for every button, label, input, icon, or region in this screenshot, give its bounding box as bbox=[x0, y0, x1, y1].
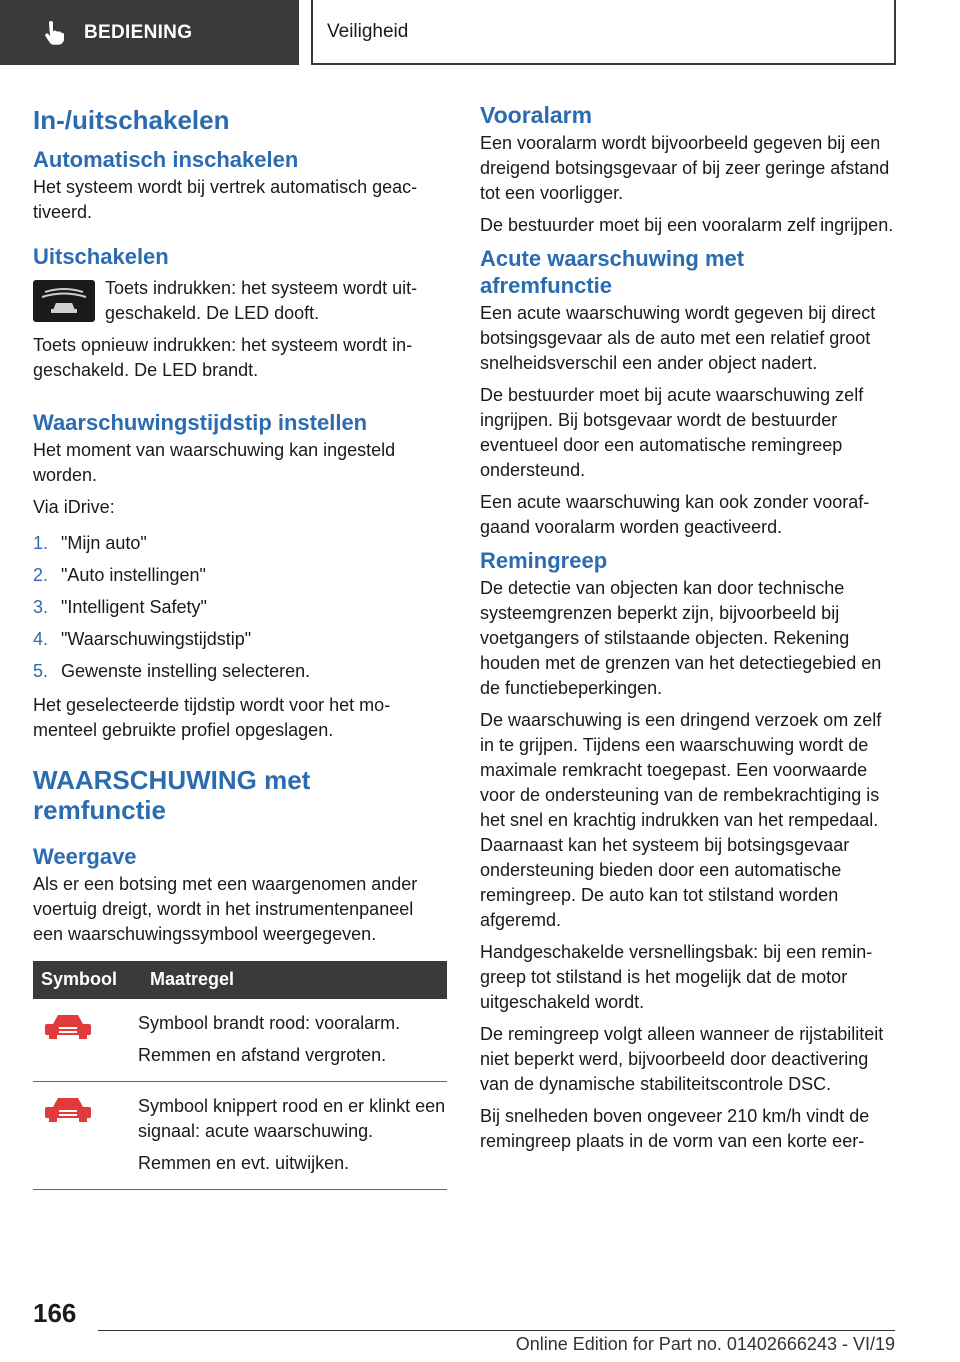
table-header-action: Maatregel bbox=[138, 961, 447, 999]
brake-text-1: De detectie van objecten kan door technische systeemgrenzen beperkt zijn, bijvoorbeeld bij voetgangers of stilstaande objecten. Rekening houden met de grenzen van het detectiegebied en de functiebeperkingen. bbox=[480, 578, 882, 698]
acute-text-1: Een acute waarschuwing wordt gegeven bij direct botsingsgevaar als de auto met een relatief groot snelheidsverschil een ander object nadert. bbox=[480, 303, 876, 373]
list-item: 4. "Waarschuwingstijdstip" bbox=[33, 629, 252, 649]
list-item: 2. "Auto instellingen" bbox=[33, 565, 206, 585]
table-row bbox=[33, 1082, 447, 1190]
display-heading: Weergave bbox=[33, 844, 137, 869]
off-heading: Uitschakelen bbox=[33, 244, 169, 269]
button-description bbox=[33, 276, 447, 333]
pre-alarm-text-1: Een vooralarm wordt bijvoorbeeld gegeven bij een dreigend botsingsgevaar of bij zeer geringe afstand tot een voorligger. bbox=[480, 133, 890, 203]
brake-text-4: De remingreep volgt alleen wanneer de rijstabiliteit niet beperkt werd, bijvoorbeeld door deactivering van de dynamische stabiliteitscontrole DSC. bbox=[480, 1024, 884, 1094]
symbol-table bbox=[33, 961, 447, 1190]
collision-warning-button-icon bbox=[33, 280, 95, 322]
auto-text: Het systeem wordt bij vertrek automatisch geactiveerd. bbox=[33, 177, 418, 222]
table-row bbox=[33, 999, 447, 1082]
via-idrive: Via iDrive: bbox=[33, 497, 115, 517]
section-label: BEDIENING bbox=[84, 21, 193, 43]
right-column bbox=[480, 100, 896, 1161]
warning-heading: WAARSCHUWING met remfunctie bbox=[33, 765, 311, 825]
acute-text-3: Een acute waarschuwing kan ook zonder voorafgaand vooralarm worden geactiveerd. bbox=[480, 492, 870, 537]
hand-pointer-icon bbox=[40, 20, 66, 46]
row-1-line-2: Remmen en afstand vergroten. bbox=[138, 1045, 387, 1065]
section-tab[interactable] bbox=[0, 0, 299, 65]
list-item: 5. Gewenste instelling selecteren. bbox=[33, 661, 311, 681]
edition-text: Online Edition for Part no. 01402666243 - VI/19 bbox=[515, 1334, 895, 1354]
red-car-icon bbox=[43, 1011, 93, 1041]
row-2-line-1: Symbool knippert rood en er klinkt een signaal: acute waarschuwing. bbox=[138, 1096, 446, 1141]
off-text-1: Toets indrukken: het systeem wordt uitgeschakeld. De LED dooft. bbox=[105, 278, 418, 323]
page-header bbox=[0, 0, 960, 66]
timing-text: Het moment van waarschuwing kan ingesteld worden. bbox=[33, 440, 396, 485]
steps-list bbox=[33, 527, 447, 687]
display-text: Als er een botsing met een waargenomen ander voertuig dreigt, wordt in het instrumentenpaneel een waarschuwingssymbool weergegeven. bbox=[33, 874, 418, 944]
acute-heading: Acute waarschuwing met afremfunctie bbox=[480, 246, 745, 298]
footer-divider bbox=[98, 1330, 895, 1331]
pre-alarm-heading: Vooralarm bbox=[480, 102, 593, 128]
car-warning-icon bbox=[39, 286, 89, 316]
off-text-2: Toets opnieuw indrukken: het systeem wordt ingeschakeld. De LED brandt. bbox=[33, 335, 413, 380]
row-1-line-1: Symbool brandt rood: vooralarm. bbox=[138, 1013, 401, 1033]
brake-text-5: Bij snelheden boven ongeveer 210 km/h vindt de remingreep plaats in de vorm van een korte eer- bbox=[480, 1106, 870, 1151]
red-car-icon bbox=[43, 1094, 93, 1124]
timing-note: Het geselecteerde tijdstip wordt voor het momenteel gebruikte profiel opgeslagen. bbox=[33, 695, 391, 740]
page-number: 166 bbox=[33, 1298, 77, 1328]
section-title: In-/uitschakelen bbox=[33, 105, 230, 135]
auto-heading: Automatisch inschakelen bbox=[33, 147, 299, 172]
list-item: 3. "Intelligent Safety" bbox=[33, 597, 207, 617]
acute-text-2: De bestuurder moet bij acute waarschuwing zelf ingrijpen. Bij botsgevaar wordt de bestuurder eventueel door een automatische remingreep ondersteund. bbox=[480, 385, 864, 480]
left-column bbox=[33, 100, 447, 1190]
list-item: 1. "Mijn auto" bbox=[33, 533, 147, 553]
timing-heading: Waarschuwingstijdstip instellen bbox=[33, 410, 368, 435]
brake-text-3: Handgeschakelde versnellingsbak: bij een remingreep tot stilstand is het mogelijk dat de motor uitgeschakeld wordt. bbox=[480, 942, 873, 1012]
brake-heading: Remingreep bbox=[480, 548, 608, 573]
row-2-line-2: Remmen en evt. uitwijken. bbox=[138, 1153, 350, 1173]
chapter-label: Veiligheid bbox=[327, 20, 409, 42]
pre-alarm-text-2: De bestuurder moet bij een vooralarm zelf ingrijpen. bbox=[480, 215, 894, 235]
chapter-tab[interactable] bbox=[311, 0, 896, 65]
brake-text-2: De waarschuwing is een dringend verzoek om zelf in te grijpen. Tijdens een waarschuwing wordt de maximale remkracht toegepast. Een voorwaarde voor de ondersteuning van de rembekrachtiging is het snel en krachtig indrukken van het rempedaal. Daarnaast kan het systeem bij botsingsgevaar ondersteuning bieden door een automatische remingreep. De auto kan tot stilstand worden afgeremd. bbox=[480, 710, 882, 930]
table-header-symbol: Symbool bbox=[33, 961, 138, 999]
